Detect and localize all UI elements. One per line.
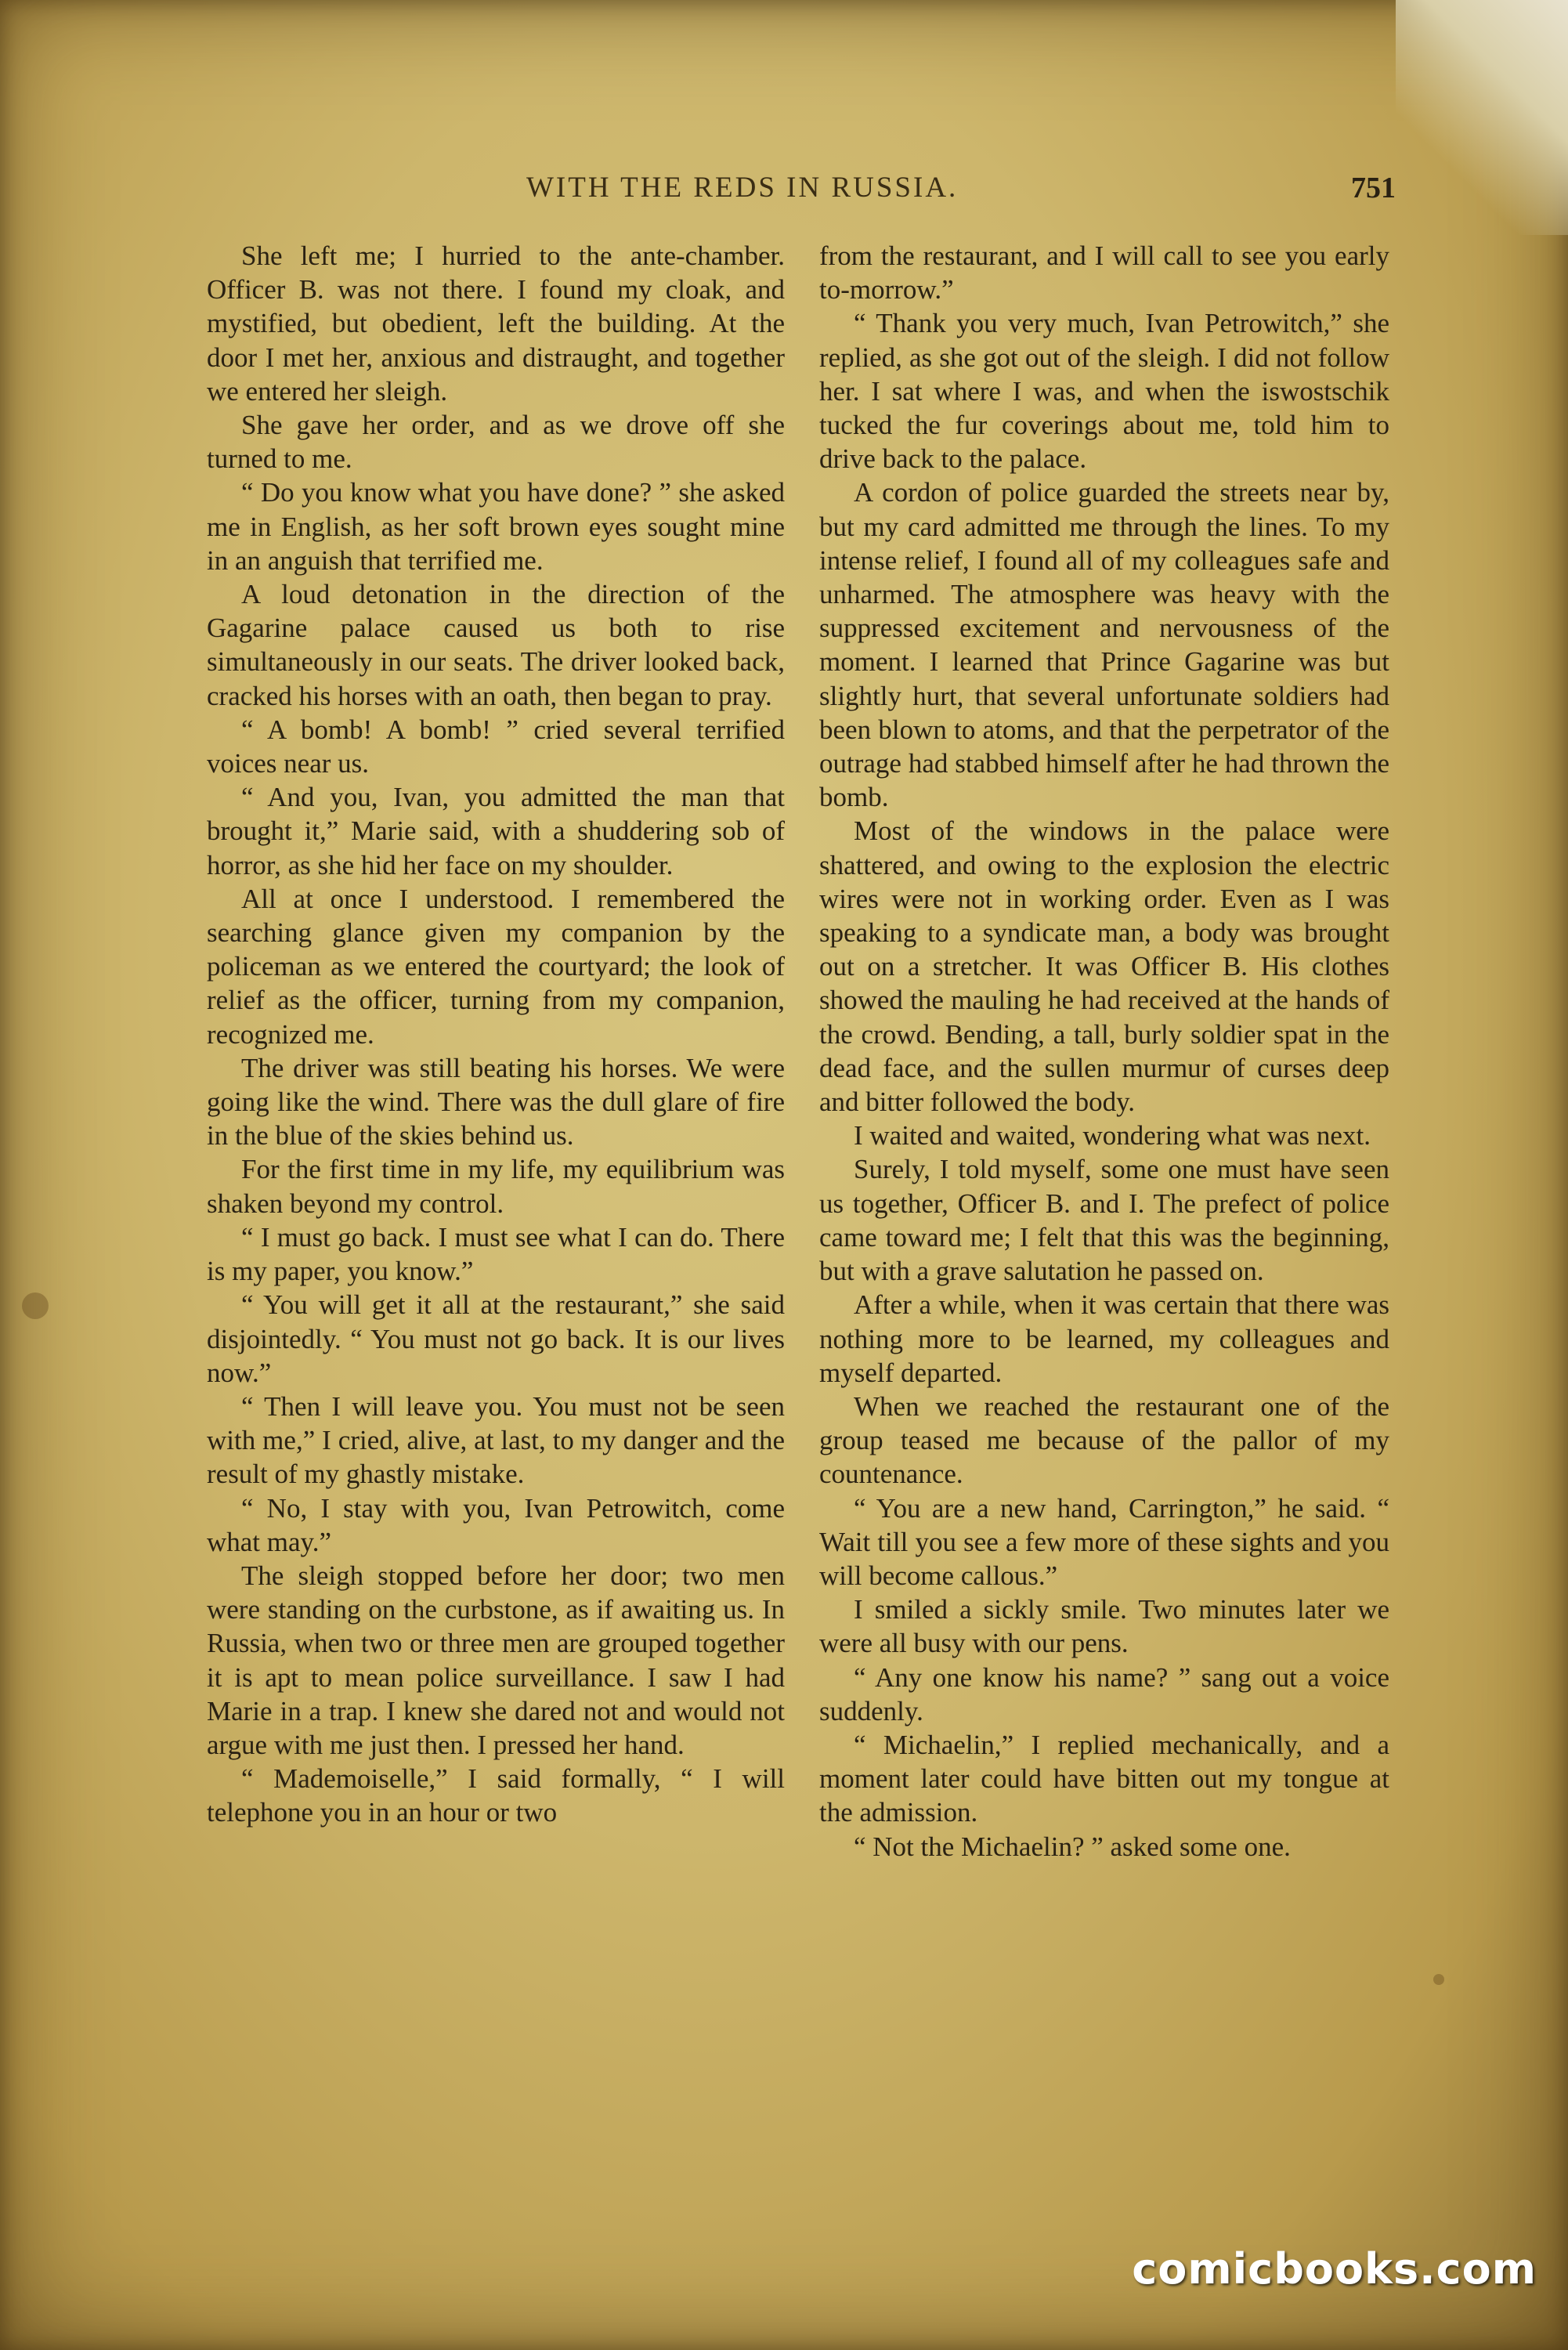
- page-corner-fold: [1396, 0, 1568, 235]
- paragraph: “ And you, Ivan, you admitted the man that brought it,” Marie said, with a shuddering sob of horror, as she hid her face on my shoulder.: [207, 782, 785, 880]
- paragraph: “ You will get it all at the restaurant,” she said disjointedly. “ You must not go back. It is our lives now.”: [207, 1289, 785, 1388]
- paragraph: Most of the windows in the palace were shattered, and owing to the explosion the electric wires were not in working order. Even as I was speaking to a syndicate man, a body was brought out on a stretcher. It was Officer B. His clothes showed the mauling he had received at the hands of the crowd. Bending, a tall, burly soldier spat in the dead face, and the sullen murmur of curses deep and bitter followed the body.: [819, 815, 1389, 1118]
- paragraph: All at once I understood. I remembered the searching glance given my companion by the policeman as we entered the courtyard; the look of relief as the officer, turning from my companion, recognized me.: [207, 883, 785, 1050]
- page-header: [205, 171, 1396, 218]
- paragraph: When we reached the restaurant one of the group teased me because of the pallor of my countenance.: [819, 1390, 1389, 1490]
- paragraph: “ Then I will leave you. You must not be seen with me,” I cried, alive, at last, to my danger and the result of my ghastly mistake.: [207, 1390, 785, 1490]
- paragraph: “ Mademoiselle,” I said formally, “ I will telephone you in an hour or two: [207, 1763, 785, 1828]
- paragraph: “ Do you know what you have done? ” she asked me in English, as her soft brown eyes sought mine in an anguish that terrified me.: [207, 477, 785, 576]
- paragraph: She left me; I hurried to the ante-chamber. Officer B. was not there. I found my cloak, and mystified, but obedient, left the building. At the door I met her, anxious and distraught, and together we entered her sleigh.: [207, 240, 785, 407]
- paragraph: “ No, I stay with you, Ivan Petrowitch, come what may.”: [207, 1492, 785, 1557]
- paragraph: “ You are a new hand, Carrington,” he said. “ Wait till you see a few more of these sights and you will become callous.”: [819, 1492, 1389, 1591]
- running-head: WITH THE REDS IN RUSSIA.: [526, 172, 959, 204]
- paragraph: “ Not the Michaelin? ” asked some one.: [854, 1831, 1291, 1862]
- paragraph-continued: from the restaurant, and I will call to see you early to-morrow.”: [819, 240, 1389, 306]
- paragraph: I smiled a sickly smile. Two minutes later we were all busy with our pens.: [819, 1594, 1389, 1659]
- paragraph: A loud detonation in the direction of the Gagarine palace caused us both to rise simultaneously in our seats. The driver looked back, cracked his horses with an oath, then began to pray.: [207, 579, 785, 711]
- left-column: [207, 239, 785, 1830]
- paragraph: “ Any one know his name? ” sang out a voice suddenly.: [819, 1661, 1389, 1726]
- paper-stain: [1433, 1974, 1444, 1985]
- paragraph: “ I must go back. I must see what I can do. There is my paper, you know.”: [207, 1221, 785, 1287]
- paragraph: A cordon of police guarded the streets near by, but my card admitted me through the lines. To my intense relief, I found all of my colleagues safe and unharmed. The atmosphere was heavy with the suppressed excitement and nervousness of the moment. I learned that Prince Gagarine was but slightly hurt, that several unfortunate soldiers had been blown to atoms, and that the perpetrator of the outrage had stabbed himself after he had thrown the bomb.: [819, 477, 1389, 813]
- watermark: comicbooks.com: [1132, 2244, 1537, 2294]
- paper-stain: [22, 1292, 49, 1319]
- paragraph: Surely, I told myself, some one must have seen us together, Officer B. and I. The prefect of police came toward me; I felt that this was the beginning, but with a grave salutation he passed on.: [819, 1154, 1389, 1287]
- paragraph: “ Thank you very much, Ivan Petrowitch,” she replied, as she got out of the sleigh. I did not follow her. I sat where I was, and when the iswostschik tucked the fur coverings about me, told him to drive back to the palace.: [819, 308, 1389, 475]
- paragraph: The driver was still beating his horses. We were going like the wind. There was the dull glare of fire in the blue of the skies behind us.: [207, 1052, 785, 1152]
- paragraph: I waited and waited, wondering what was next.: [854, 1120, 1371, 1152]
- paragraph: “ A bomb! A bomb! ” cried several terrified voices near us.: [207, 714, 785, 779]
- paragraph: For the first time in my life, my equilibrium was shaken beyond my control.: [207, 1154, 785, 1219]
- page-number: 751: [1351, 172, 1396, 204]
- right-column: [819, 239, 1389, 1864]
- paragraph: She gave her order, and as we drove off she turned to me.: [207, 410, 785, 475]
- paragraph: The sleigh stopped before her door; two men were standing on the curbstone, as if awaiting us. In Russia, when two or three men are grouped together it is apt to mean police surveillance. I saw I had Marie in a trap. I knew she dared not and would not argue with me just then. I pressed her hand.: [207, 1560, 785, 1760]
- paragraph: “ Michaelin,” I replied mechanically, and a moment later could have bitten out my tongue at the admission.: [819, 1729, 1389, 1828]
- paragraph: After a while, when it was certain that there was nothing more to be learned, my colleagues and myself departed.: [819, 1289, 1389, 1388]
